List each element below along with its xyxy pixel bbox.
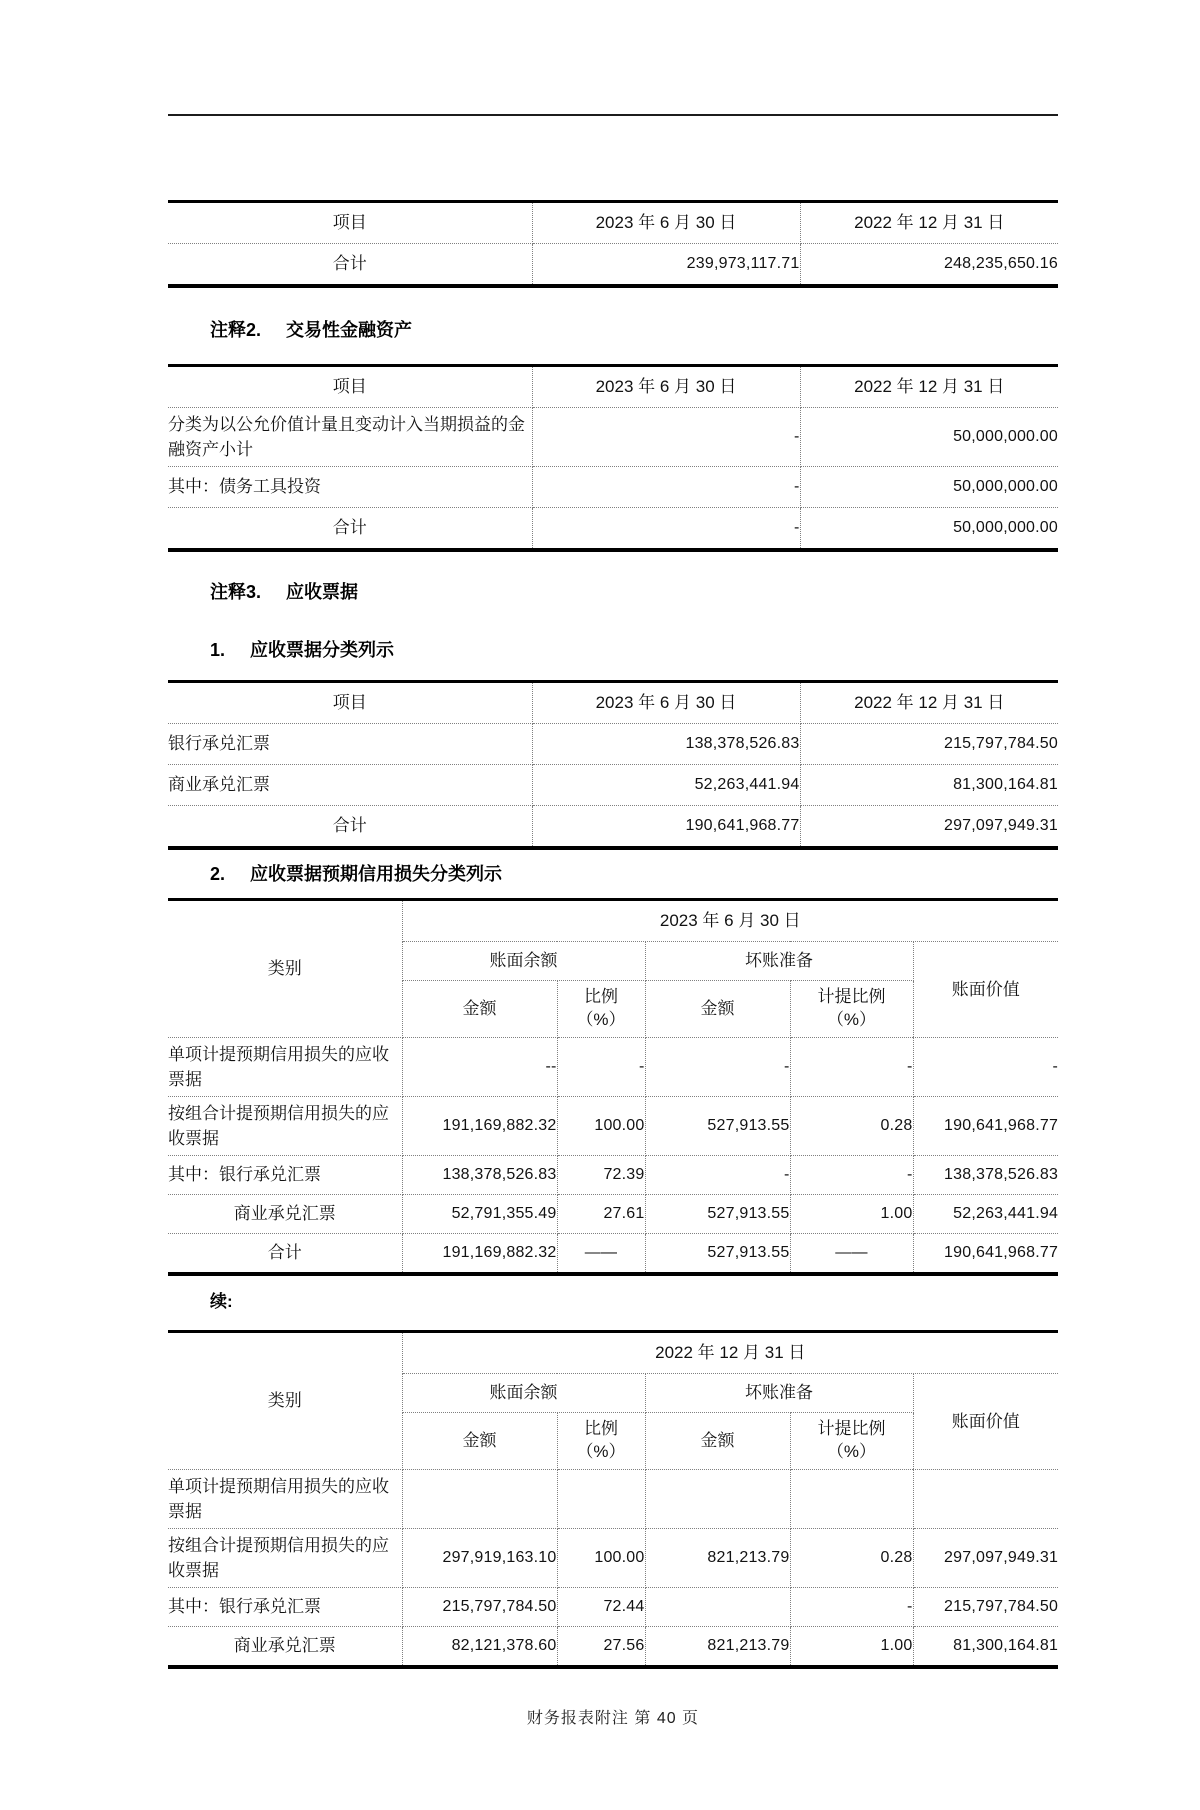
table-total-row	[168, 508, 1058, 551]
column-header-date: 2023 年 6 月 30 日	[402, 900, 1058, 942]
value-cell: 248,235,650.16	[800, 244, 1058, 287]
row-label: 合计	[168, 806, 532, 849]
note3-heading	[168, 580, 1058, 604]
value-cell: 527,913.55	[645, 1097, 790, 1156]
row-label: 按组合计提预期信用损失的应收票据	[168, 1097, 402, 1156]
value-cell	[557, 1470, 645, 1529]
value-cell: 821,213.79	[645, 1627, 790, 1668]
column-header-item: 项目	[168, 202, 532, 244]
column-header-provision-ratio	[790, 981, 913, 1038]
note3-sub2-title: 应收票据预期信用损失分类列示	[250, 864, 503, 884]
value-cell	[402, 1470, 557, 1529]
value-cell: 81,300,164.81	[800, 765, 1058, 806]
page-content	[168, 114, 1058, 1728]
value-cell: 72.39	[557, 1156, 645, 1195]
column-header-bad-debt: 坏账准备	[645, 942, 913, 981]
value-cell: ——	[557, 1234, 645, 1275]
note2-heading-number: 注释2.	[210, 320, 262, 340]
column-header-amount: 金额	[645, 1413, 790, 1470]
table-row	[168, 1038, 1058, 1097]
header-rule	[168, 114, 1058, 116]
value-cell: 52,263,441.94	[913, 1195, 1058, 1234]
value-cell	[645, 1588, 790, 1627]
table-row	[168, 408, 1058, 467]
column-header-provision-line2: （%）	[826, 1010, 877, 1029]
table-row	[168, 1470, 1058, 1529]
row-label: 银行承兑汇票	[168, 724, 532, 765]
value-cell: 27.56	[557, 1627, 645, 1668]
column-header-ratio-line1: 比例	[584, 987, 618, 1007]
column-header-category: 类别	[168, 1332, 402, 1470]
value-cell: -	[645, 1038, 790, 1097]
value-cell: 81,300,164.81	[913, 1627, 1058, 1668]
value-cell: 50,000,000.00	[800, 467, 1058, 508]
value-cell: 1.00	[790, 1195, 913, 1234]
column-header-amount: 金额	[645, 981, 790, 1038]
value-cell: 527,913.55	[645, 1234, 790, 1275]
column-header-category: 类别	[168, 900, 402, 1038]
value-cell: 138,378,526.83	[402, 1156, 557, 1195]
column-header-book-balance: 账面余额	[402, 942, 645, 981]
row-label: 按组合计提预期信用损失的应收票据	[168, 1529, 402, 1588]
value-cell: 82,121,378.60	[402, 1627, 557, 1668]
row-label: 单项计提预期信用损失的应收票据	[168, 1470, 402, 1529]
summary-total-table	[168, 200, 1058, 288]
table-total-row	[168, 806, 1058, 849]
value-cell	[790, 1470, 913, 1529]
value-cell: 52,263,441.94	[532, 765, 800, 806]
ecl-table-2022	[168, 1330, 1058, 1669]
value-cell: -	[532, 508, 800, 551]
note3-heading-title: 应收票据	[286, 582, 359, 602]
row-label: 商业承兑汇票	[168, 1627, 402, 1668]
note3-sub1-number: 1.	[210, 640, 226, 660]
page-footer: 财务报表附注 第 40 页	[526, 1710, 700, 1727]
row-label: 其中：银行承兑汇票	[168, 1588, 402, 1627]
column-header-ratio	[557, 981, 645, 1038]
value-cell: 72.44	[557, 1588, 645, 1627]
row-label: 单项计提预期信用损失的应收票据	[168, 1038, 402, 1097]
value-cell: 50,000,000.00	[800, 408, 1058, 467]
column-header-provision-line1: 计提比例	[817, 1419, 886, 1439]
row-label: 其中：银行承兑汇票	[168, 1156, 402, 1195]
table-header-row	[168, 1332, 1058, 1374]
row-label: 商业承兑汇票	[168, 1195, 402, 1234]
value-cell: -	[790, 1038, 913, 1097]
value-cell: 0.28	[790, 1529, 913, 1588]
row-label: 其中：债务工具投资	[168, 467, 532, 508]
value-cell: -	[790, 1156, 913, 1195]
column-header-amount: 金额	[402, 981, 557, 1038]
table-row	[168, 244, 1058, 287]
value-cell: 215,797,784.50	[913, 1588, 1058, 1627]
value-cell: ——	[790, 1234, 913, 1275]
value-cell: 0.28	[790, 1097, 913, 1156]
note3-sub1-heading	[168, 638, 1058, 662]
table-row	[168, 1156, 1058, 1195]
table-header-row	[168, 366, 1058, 408]
column-header-provision-line2: （%）	[826, 1442, 877, 1461]
value-cell: 527,913.55	[645, 1195, 790, 1234]
value-cell: -	[557, 1038, 645, 1097]
value-cell: 191,169,882.32	[402, 1097, 557, 1156]
value-cell: 215,797,784.50	[402, 1588, 557, 1627]
row-label: 商业承兑汇票	[168, 765, 532, 806]
value-cell: 190,641,968.77	[532, 806, 800, 849]
value-cell: 821,213.79	[645, 1529, 790, 1588]
ecl-table-2023	[168, 898, 1058, 1276]
column-header-2023: 2023 年 6 月 30 日	[532, 366, 800, 408]
column-header-2022: 2022 年 12 月 31 日	[800, 202, 1058, 244]
row-label: 合计	[168, 508, 532, 551]
column-header-2022: 2022 年 12 月 31 日	[800, 682, 1058, 724]
column-header-item: 项目	[168, 366, 532, 408]
column-header-2023: 2023 年 6 月 30 日	[532, 202, 800, 244]
column-header-ratio-line2: （%）	[576, 1442, 626, 1461]
column-header-carrying-value: 账面价值	[913, 1374, 1058, 1470]
column-header-ratio-line2: （%）	[576, 1010, 626, 1029]
value-cell: 297,919,163.10	[402, 1529, 557, 1588]
value-cell: 191,169,882.32	[402, 1234, 557, 1275]
table-header-row	[168, 202, 1058, 244]
value-cell: 100.00	[557, 1529, 645, 1588]
value-cell: 297,097,949.31	[913, 1529, 1058, 1588]
column-header-bad-debt: 坏账准备	[645, 1374, 913, 1413]
continued-label: 续:	[210, 1292, 233, 1311]
value-cell: 1.00	[790, 1627, 913, 1668]
row-label: 合计	[168, 1234, 402, 1275]
value-cell: -	[790, 1588, 913, 1627]
value-cell: -	[532, 467, 800, 508]
notes-classification-table	[168, 680, 1058, 850]
value-cell: 138,378,526.83	[913, 1156, 1058, 1195]
column-header-2023: 2023 年 6 月 30 日	[532, 682, 800, 724]
column-header-amount: 金额	[402, 1413, 557, 1470]
note3-sub2-number: 2.	[210, 864, 226, 884]
column-header-ratio-line1: 比例	[584, 1419, 618, 1439]
table-header-row	[168, 682, 1058, 724]
column-header-ratio	[557, 1413, 645, 1470]
value-cell	[645, 1470, 790, 1529]
table-row	[168, 467, 1058, 508]
document-page	[0, 114, 1200, 1810]
value-cell: 190,641,968.77	[913, 1234, 1058, 1275]
value-cell: 138,378,526.83	[532, 724, 800, 765]
column-header-book-balance: 账面余额	[402, 1374, 645, 1413]
value-cell	[913, 1470, 1058, 1529]
value-cell: 52,791,355.49	[402, 1195, 557, 1234]
note3-sub2-heading	[168, 862, 1058, 886]
value-cell: 100.00	[557, 1097, 645, 1156]
note2-table	[168, 364, 1058, 552]
note3-sub1-title: 应收票据分类列示	[250, 640, 395, 660]
note2-heading-title: 交易性金融资产	[286, 320, 413, 340]
value-cell: -	[532, 408, 800, 467]
column-header-2022: 2022 年 12 月 31 日	[800, 366, 1058, 408]
column-header-provision-ratio	[790, 1413, 913, 1470]
column-header-date: 2022 年 12 月 31 日	[402, 1332, 1058, 1374]
value-cell: -	[645, 1156, 790, 1195]
value-cell: 297,097,949.31	[800, 806, 1058, 849]
table-row	[168, 765, 1058, 806]
note2-heading	[168, 318, 1058, 342]
table-row	[168, 1097, 1058, 1156]
table-row	[168, 1627, 1058, 1668]
table-total-row	[168, 1234, 1058, 1275]
table-row	[168, 1195, 1058, 1234]
row-label: 分类为以公允价值计量且变动计入当期损益的金融资产小计	[168, 408, 532, 467]
value-cell: 27.61	[557, 1195, 645, 1234]
table-row	[168, 1588, 1058, 1627]
column-header-item: 项目	[168, 682, 532, 724]
value-cell: -	[913, 1038, 1058, 1097]
value-cell: 50,000,000.00	[800, 508, 1058, 551]
value-cell: 239,973,117.71	[532, 244, 800, 287]
column-header-carrying-value: 账面价值	[913, 942, 1058, 1038]
value-cell: 190,641,968.77	[913, 1097, 1058, 1156]
table-row	[168, 724, 1058, 765]
note3-heading-number: 注释3.	[210, 582, 262, 602]
value-cell: 215,797,784.50	[800, 724, 1058, 765]
table-header-row	[168, 900, 1058, 942]
table-row	[168, 1529, 1058, 1588]
value-cell: --	[402, 1038, 557, 1097]
row-label: 合计	[168, 244, 532, 287]
column-header-provision-line1: 计提比例	[817, 987, 886, 1007]
